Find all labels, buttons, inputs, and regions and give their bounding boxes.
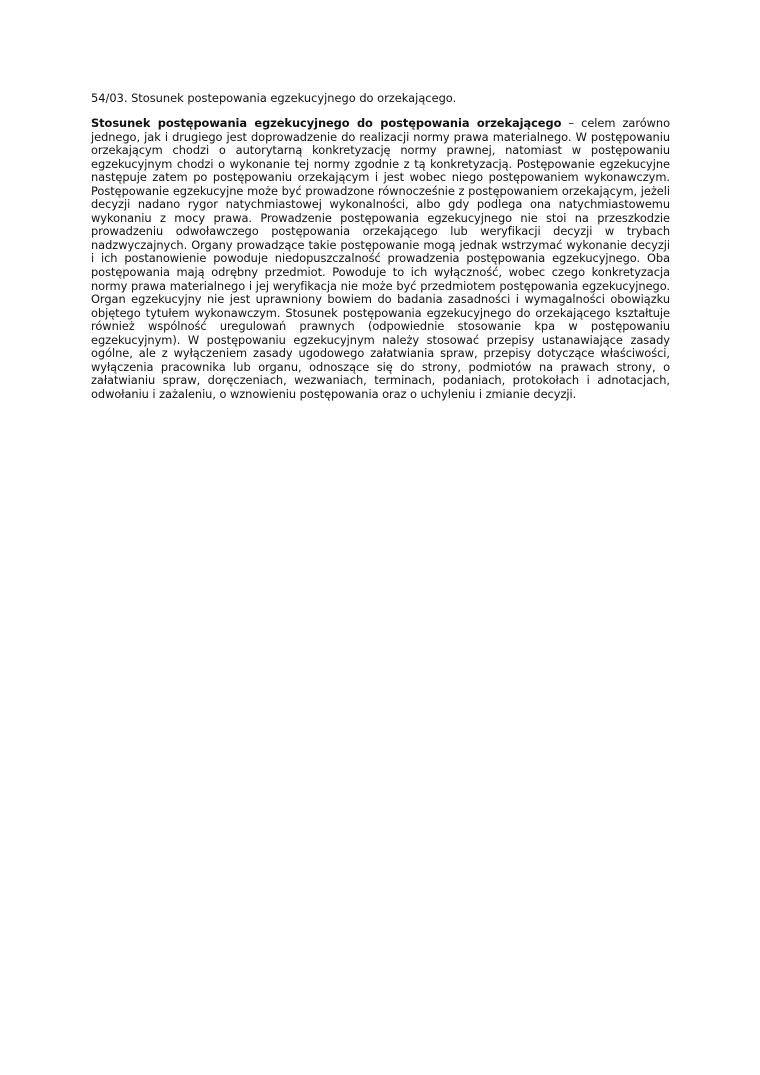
- paragraph-text: – celem zarówno jednego, jak i drugiego jest doprowadzenie do realizacji normy prawa materialnego. W postępowaniu orzekającym chodzi o autorytarną konkretyzację normy prawnej, natomiast w postępowaniu egzekucyjnym chodzi o wykonanie tej normy zgodnie z tą konkretyzacją. Postępowanie egzekucyjne następuje zatem po postępowaniu orzekającym i jest wobec niego postępowaniem wykonawczym. Postępowanie egzekucyjne może być prowadzone równocześnie z postępowaniem orzekającym, jeżeli decyzji nadano rygor natychmiastowej wykonalności, albo gdy podlega ona natychmiastowemu wykonaniu z mocy prawa. Prowadzenie postępowania egzekucyjnego nie stoi na przeszkodzie prowadzeniu odwoławczego postępowania orzekającego lub weryfikacji decyzji w trybach nadzwyczajnych. Organy prowadzące takie postępowanie mogą jednak wstrzymać wykonanie decyzji i ich postanowienie powoduje niedopuszczalność prowadzenia postępowania egzekucyjnego. Oba postępowania mają odrębny przedmiot. Powoduje to ich wyłączność, wobec czego konkretyzacja normy prawa materialnego i jej weryfikacja nie może być przedmiotem postępowania egzekucyjnego. Organ egzekucyjny nie jest uprawniony bowiem do badania zasadności i wymagalności obowiązku objętego tytułem wykonawczym. Stosunek postępowania egzekucyjnego do orzekającego kształtuje również wspólność uregulowań prawnych (odpowiednie stosowanie kpa w postępowaniu egzekucyjnym). W postępowaniu egzekucyjnym należy stosować przepisy ustanawiające zasady ogólne, ale z wyłączeniem zasady ugodowego załatwiania spraw, przepisy dotyczące właściwości, wyłączenia pracownika lub organu, odnoszące się do strony, podmiotów na prawach strony, o załatwianiu spraw, doręczeniach, wezwaniach, terminach, podaniach, protokołach i adnotacjach, odwołaniu i zażaleniu, o wznowieniu postępowania oraz o uchyleniu i zmianie decyzji.: [91, 116, 670, 401]
- document-paragraph: [91, 117, 670, 401]
- document-heading: 54/03. Stosunek postepowania egzekucyjnego do orzekającego.: [91, 91, 457, 105]
- paragraph-lead-bold: Stosunek postępowania egzekucyjnego do postępowania orzekającego: [91, 116, 562, 130]
